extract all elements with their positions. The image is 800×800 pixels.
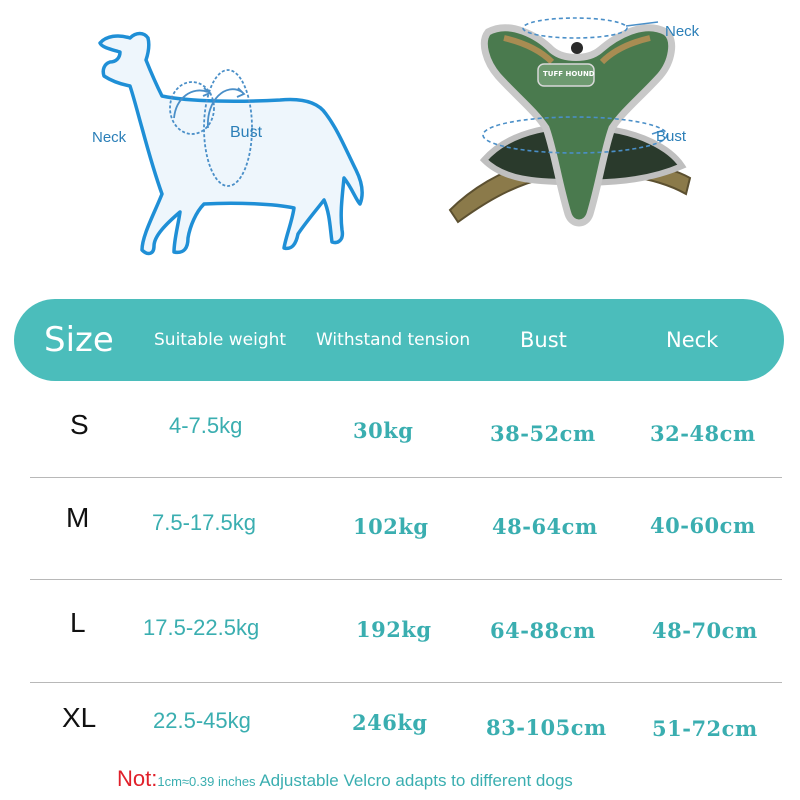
- note-unit-conversion: 1cm≈0.39 inches: [157, 774, 256, 789]
- harness-d-ring: [571, 42, 583, 54]
- header-size: Size: [44, 320, 114, 360]
- row-weight: 22.5-45kg: [153, 708, 251, 733]
- row-divider: [30, 579, 782, 580]
- note-text: Adjustable Velcro adapts to different dogs: [255, 771, 573, 790]
- header-neck: Neck: [666, 328, 719, 352]
- row-neck: 51-72cm: [652, 716, 758, 741]
- row-neck: 48-70cm: [652, 618, 758, 643]
- row-weight: 4-7.5kg: [169, 413, 243, 438]
- row-bust: 83-105cm: [486, 715, 607, 740]
- harness-neck-label: Neck: [665, 23, 700, 40]
- header-bust: Bust: [520, 328, 567, 352]
- row-tension: 102kg: [353, 514, 429, 539]
- row-weight: 7.5-17.5kg: [152, 510, 256, 535]
- size-table-header: [14, 299, 784, 381]
- row-bust: 64-88cm: [490, 618, 596, 643]
- harness-illustration: [440, 10, 720, 240]
- harness-bust-label: Bust: [656, 128, 687, 145]
- harness-brand-logo-text: TUFF HOUND: [543, 70, 595, 78]
- table-row-m: [0, 480, 800, 580]
- row-tension: 30kg: [353, 418, 414, 443]
- dog-bust-label: Bust: [230, 124, 263, 141]
- dog-measurement-illustration: [80, 18, 380, 268]
- row-neck: 40-60cm: [650, 513, 756, 538]
- note-label: Not:: [117, 766, 158, 791]
- table-row-s: [0, 385, 800, 485]
- row-bust: 38-52cm: [490, 421, 596, 446]
- row-size: L: [70, 607, 86, 638]
- row-size: S: [70, 409, 89, 440]
- row-divider: [30, 477, 782, 478]
- table-row-l: [0, 585, 800, 685]
- row-weight: 17.5-22.5kg: [143, 615, 260, 640]
- dog-outline: [100, 34, 362, 254]
- row-tension: 192kg: [356, 617, 432, 642]
- dog-neck-label: Neck: [92, 129, 127, 146]
- row-size: XL: [62, 702, 97, 733]
- row-divider: [30, 682, 782, 683]
- row-tension: 246kg: [352, 710, 428, 735]
- header-withstand-tension: Withstand tension: [316, 330, 471, 350]
- harness-body: [484, 28, 671, 223]
- footer-note: [117, 766, 573, 792]
- header-suitable-weight: Suitable weight: [154, 330, 287, 350]
- row-size: M: [66, 502, 90, 533]
- row-bust: 48-64cm: [492, 514, 598, 539]
- row-neck: 32-48cm: [650, 421, 756, 446]
